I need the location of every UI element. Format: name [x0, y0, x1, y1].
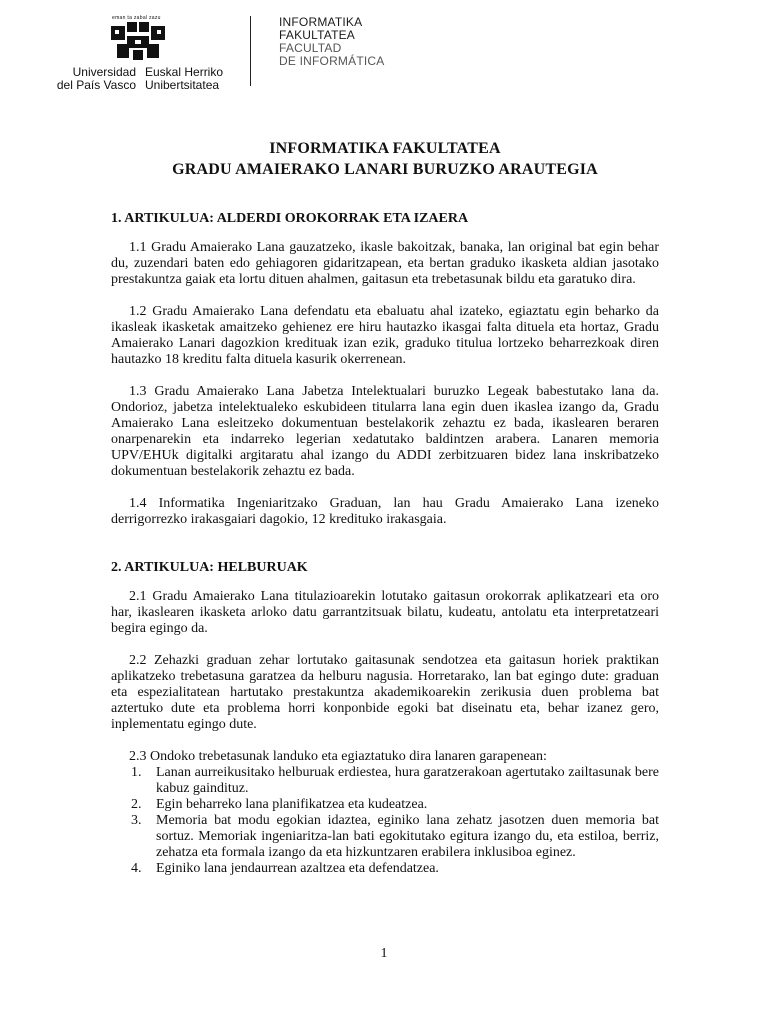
list-item [111, 765, 659, 797]
paragraph-1-3: 1.3 Gradu Amaierako Lana Jabetza Intelektualari buruzko Legeak babestutako lana da. Ondorioz, jabetza intelektualeko eskubideen titularra lana egin duen ikaslea izango da, Gradu Amaierako Lana esleitzeko dokumentuan bestelakorik zehaztu ez bada, ikaslearen beraren onarpenarekin eta indarreko legerian xedatutako baldintzen arabera. Lanaren memoria UPV/EHUk digitalki argitaratu ahal izango du ADDI zerbitzuaren bidez lana inskribatzeko dokumentuan bestelakorik zehaztu ez bada. [111, 384, 659, 479]
section-heading-article-2: 2. ARTIKULUA: HELBURUAK [111, 560, 308, 575]
document-title-line2: GRADU AMAIERAKO LANARI BURUZKO ARAUTEGIA [172, 161, 598, 178]
list-item-number: 4. [131, 861, 142, 876]
university-name-spanish [44, 66, 136, 92]
university-name-basque-line2: Unibertsitatea [145, 78, 220, 92]
university-name-basque [145, 66, 235, 92]
paragraph-1-4: 1.4 Informatika Ingeniaritzako Graduan, lan hau Gradu Amaierako Lana izeneko derrigorrezko irakasgaiari dagokio, 12 kredituko irakasgaia. [111, 496, 659, 527]
header-divider [250, 16, 251, 86]
list-item-text: Eginiko lana jendaurrean azaltzea eta defendatzea. [156, 861, 439, 876]
paragraph-2-2: 2.2 Zehazki graduan zehar lortutako gaitasunak sendotzea eta gaitasun horiek praktikan aplikatzeko trebetasuna garatzea da helburu nagusia. Horretarako, lan bat egingo dute: graduan eta espezialitatean hartutako prestakuntza akademikoarekin zerikusia duen problema bat aztertuko dute eta problema horri konponbide egoki bat diseinatu eta, behar izanez gero, inplementatu egingo dute. [111, 653, 659, 732]
university-name-spanish-line2: del País Vasco [56, 78, 136, 92]
document-body [111, 138, 659, 877]
paragraph-1-2: 1.2 Gradu Amaierako Lana defendatu eta ebaluatu ahal izateko, egiaztatu egin beharko da ikasleak ikasketak amaitzeko gehienez ere hiru hautazko ikasgai falta dituela eta hortaz, Gradu Amaierako Lanari dagozkion kredituak izan ezik, graduko titulua lortzeko beharrezkoak diren hautazko 18 kreditu falta dituela kasurik okerrenean. [111, 304, 659, 367]
faculty-name-basque-line2: FAKULTATEA [279, 28, 356, 42]
list-item-text: Memoria bat modu egokian idaztea, eginiko lana zehatz jasotzen duen memoria bat sortuz. Memoriak ingeniaritza-lan bati egokitutako egitura izango du, eta estiloa, berriz, zehatza eta formala izango da eta hizkuntzaren erabilera inklusiboa eginez. [156, 813, 659, 860]
logo-motto: eman ta zabal zazu [112, 15, 161, 21]
list-item-text: Lanan aurreikusitako helburuak erdiestea, hura garatzerakoan agertutako zailtasunak bere kabuz gaindituz. [156, 765, 659, 796]
university-emblem-icon [109, 16, 169, 62]
paragraph-2-1: 2.1 Gradu Amaierako Lana titulazioarekin lotutako gaitasun orokorrak aplikatzeari eta oro har, ikaslearen ikasketa arloko datu garrantzitsuak bilatu, kudeatu, antolatu eta interpretatzeari begira egingo da. [111, 589, 659, 636]
paragraph-1-1: 1.1 Gradu Amaierako Lana gauzatzeko, ikasle bakoitzak, banaka, lan original bat egin behar du, zuzendari baten edo gehiagoren gidaritzapean, eta bertan graduko ikasketa aldian jasotako prestakuntza gaiak eta lortu dituen ahalmen, gaitasun eta trebetasunak bildu eta garatuko dira. [111, 240, 659, 287]
faculty-name-basque [279, 16, 362, 42]
list-item-number: 3. [131, 813, 142, 828]
page-header [0, 0, 768, 100]
university-name-spanish-line1: Universidad [72, 65, 136, 79]
list-item [111, 797, 659, 813]
paragraph-2-3: 2.3 Ondoko trebetasunak landuko eta egiaztatuko dira lanaren garapenean: [129, 749, 547, 764]
list-item-text: Egin beharreko lana planifikatzea eta kudeatzea. [156, 797, 428, 812]
faculty-name-spanish-line1: FACULTAD [279, 41, 342, 55]
list-item-number: 2. [131, 797, 142, 812]
faculty-name-basque-line1: INFORMATIKA [279, 15, 363, 29]
list-item-number: 1. [131, 765, 142, 780]
faculty-name-spanish [279, 42, 384, 68]
section-heading-article-1: 1. ARTIKULUA: ALDERDI OROKORRAK ETA IZAERA [111, 211, 469, 226]
skills-list [111, 765, 659, 877]
page-number: 1 [380, 946, 388, 961]
university-name-basque-line1: Euskal Herriko [145, 65, 224, 79]
faculty-name-spanish-line2: DE INFORMÁTICA [279, 54, 385, 68]
list-item [111, 813, 659, 861]
document-title-line1: INFORMATIKA FAKULTATEA [269, 140, 501, 157]
list-item [111, 861, 659, 877]
